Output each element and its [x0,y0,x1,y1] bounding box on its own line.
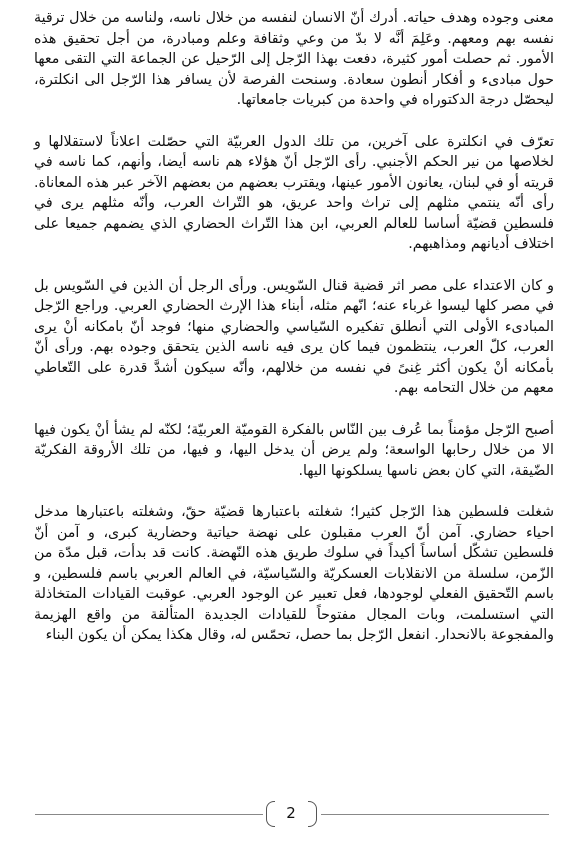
page-footer [0,800,584,830]
footer-rule-right [321,814,549,815]
paragraph-4: أصبح الرّجل مؤمناً بما عُرف بين النّاس بالفكرة القوميّة العربيّة؛ لكنّه لم يشأ أنْ يكون فيها الا من خلال رحابها الواسعة؛ ولم يرض أن يدخل اليها، و فيها، من تلك الأروقة الفكريّة الضّيقة، التي كان بعض ناسها يسلكونها اليها. [34,421,554,479]
page-body [34,8,554,667]
paragraph-1: معنى وجوده وهدف حياته. أدرك أنّ الانسان لنفسه من خلال ناسه، ولناسه من خلال ترقية نفسه بهم ومعهم. وعَلِمَ أنَّه لا بدّ من وعي وثقافة وعلم ومبادرة، من أجل تحقيق هذه الأمور. ثم حصلت أمور كثيرة، دفعت بهذا الرّجل إلى الرّحيل عن الجماعة التي التقى معها حول مبادىء و أفكار أنطون سعادة. وسنحت الفرصة لأن يسافر هذا الرّجل الى انكلترة، ليحصّل درجة الدكتوراه في واحدة من كبريات جامعاتها. [34,10,554,108]
paragraph-2: تعرّف في انكلترة على آخرين، من تلك الدول العربيّة التي حصّلت اعلاناً لاستقلالها و لخلاصها من نير الحكم الأجنبي. رأى الرّجل أنّ هؤلاء هم ناسه أيضا، وأنهم، كما ناسه في قريته أو في لبنان، يعانون الأمور عينها، ويقترب بعضهم من بعضهم الآخر عبر هذه المعاناة. رأى أنّه ينتمي مثلهم إلى تراث واحد عريق، هو التّراث العرب، وأنّه مثلهم يرى في فلسطين قضيّة أساسا للعالم العربي، ابن هذا التّراث الحضاري الذي يضمهم جميعا على اختلاف أديانهم ومذاهبهم. [34,133,554,252]
paragraph-3: و كان الاعتداء على مصر اثر قضية قنال السّويس. ورأى الرجل أن الذين في السّويس بل في مصر كلها ليسوا غرباء عنه؛ انّهم مثله، أبناء هذا الإرث الحضاري العربي. وراجع الرّجل المبادىء الأولى التي أنطلق تفكيره السّياسي والحضاري منها؛ فوجد أنّ بامكانه أنْ يرى العرب، كلّ العرب، ينتظمون فيما كان يرى فيه ناسه الذين يتحقق وجوده بهم. ورأى أنّ بأمكانه أنْ يكون أكثر غِنىً في نفسه من خلالهم، وأنّه سيكون أشدَّ قدرة على التّعاطي معهم من خلال التحامه بهم. [34,277,554,396]
paragraph-5: شغلت فلسطين هذا الرّجل كثيرا؛ شغلته باعتبارها قضيّة حقّ، وشغلته باعتبارها مدخل احياء حضاري. آمن أنّ العرب مقبلون على نهضة حياتية وحضارية كبرى، و آمن أنّ فلسطين تشكّل أساساً أكيداً في سلوك طريق هذه النّهضة. كانت قد بدأت، قبل مدّة من الزّمن، سلسلة من الانقلابات العسكريّة والسّياسيّة، في العالم العربي باسم فلسطين، و باسم التّحقيق الفعلي لوجودها، فعل تعبير عن الوجود العربي. عوقبت القيادات المتخاذلة التي استسلمت، وبات المجال مفتوحاً للقيادات الجديدة المتألقة من واقع الهزيمة والمفجوعة بالانحدار. انفعل الرّجل بما حصل، تحمّس له، وقال هكذا يمكن أن يكون البناء [34,504,554,643]
page-number: 2 [286,804,296,822]
page-number-bracket-left [266,801,275,827]
footer-rule-left [35,814,263,815]
page-number-bracket-right [308,801,317,827]
